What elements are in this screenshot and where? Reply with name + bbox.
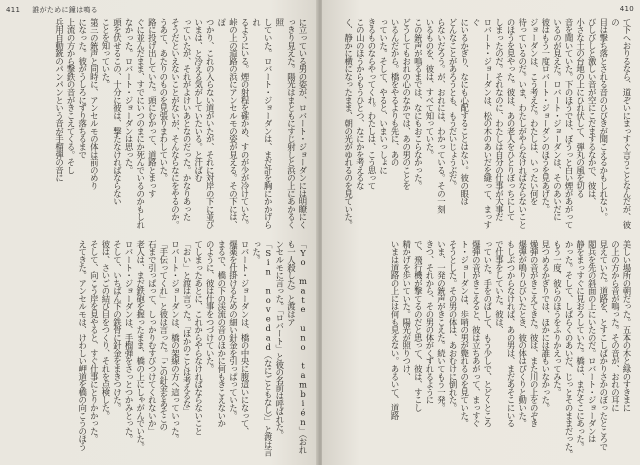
text-column: ことを知っていた。 xyxy=(100,18,111,89)
text-column: く、静かに横になったまま、朝の光がゆれるのを見ていた。 xyxy=(343,18,354,229)
text-column: びしびしと激しい音が空にこだまするなかで、彼は、 xyxy=(587,18,598,205)
text-column: 小さな土の台地の上にひれ伏して、弾丸の風を切る xyxy=(575,18,586,198)
text-column: 目は撃ち落とされる音のひびきが聞こえるかもしれない。 xyxy=(598,18,609,221)
text-column: 待っているのだ。いま、わたしがやらなければならないこと xyxy=(517,18,528,229)
text-column: きつ、それから、その男の体がくずれるように xyxy=(424,240,435,404)
text-column: になった。彼がうしろにずり落ちるまで xyxy=(77,18,88,159)
text-column: のように、彼は仕事をつづけていた。 xyxy=(205,240,216,373)
text-column: いまは道路の上には何も見えない。あるいて、道路 xyxy=(390,240,401,420)
text-column: のほうを見やった。彼は、あの老人をひとりぼっちにして xyxy=(506,18,517,221)
text-column: 「おい」と渡は言った。「ほかのことは考えるな」 xyxy=(182,240,193,415)
text-column: いるものを、彼は、すべて知っていた。 xyxy=(424,18,435,159)
text-column: うあて、あたりのものを見張りまわしていた。 xyxy=(158,18,169,182)
text-column: していた。ロバート・ジョーダンは、まだ計を胸にかかげられ xyxy=(251,18,274,229)
running-head: 誰がために鐘は鳴る xyxy=(32,6,98,14)
text-column: つかり、これの入らない道がいたが、それに対岸の下に並び xyxy=(205,18,216,229)
text-column: この山のほうからもうひとつ、なにかを考えるな xyxy=(355,18,366,190)
text-column: にいるかぎり、なにも心配することはない。彼の眼は xyxy=(459,18,470,205)
text-column: 静をまっすぐに見おろしていた。橋は、まだそこにあった。 xyxy=(575,240,586,451)
text-column: 「Sin novedad（なにごともなし）」と渡は言った。 xyxy=(251,240,274,457)
text-column: 頭を伏せるこの、十分に彼は、撃たなければならない xyxy=(112,18,123,205)
left-page-header xyxy=(6,5,98,15)
text-column: ロバート・ジョーダンは、松の木のあいだを縫って、まっすぐ xyxy=(471,18,493,229)
text-column: 老人は、まだ鉄砲を握ったまま、橋の上にしゃがんでいた。 xyxy=(135,240,146,451)
text-column: 第三の銃声と同時に、アンセルモの体は前のめり xyxy=(89,18,100,190)
text-column: 見つめるかぎりでは、ほかには誰もいなかった。 xyxy=(540,240,551,412)
text-column: まるで、橋の下の渓流の音のほかに何もきこえないか xyxy=(216,240,227,427)
right-page xyxy=(322,0,640,465)
text-column: どんなことがあろうとも、もうだいじょうぶだ。 xyxy=(448,18,459,190)
text-column: えてきた。アンセルモは、けわしい岬道を橋の向こうのほう xyxy=(77,240,88,451)
right-page-lower-text xyxy=(332,240,632,460)
text-column: 彼はもう一度ロバート・ジョーダンのほうを見あげた。 xyxy=(540,18,551,213)
text-column: きるものならやってくれ。わたしは、こう思って xyxy=(366,18,377,190)
text-column: っていたが、それがよけいあとなのだった。かなりあった xyxy=(182,18,193,221)
text-column: て下へおりるなら、道ぞいにまっすぐ言うことなんだが、彼の xyxy=(610,18,632,229)
text-column: なかった。ロバート・ジョーダンは思った。 xyxy=(124,18,135,174)
text-column: しまったのだ。それなのに、わたしは自分の仕事が大事だ xyxy=(494,18,505,221)
text-column: てしまったあとに、これからやらなければならないこと xyxy=(193,240,204,435)
text-column: 爆薬を仕掛けるための細い針金を引っぱっていた。 xyxy=(228,240,239,420)
text-column: いるんだから。橋をやるよりも先に、あの xyxy=(390,18,401,167)
text-column: この銃声が鳴るまでは、なにもおこらなかった。 xyxy=(413,18,424,190)
text-column: どうしてもおれの心のなかでは、あの男のことを xyxy=(401,18,412,190)
text-column: 路に投げ出していた。頭にむかって、道路とまっす xyxy=(147,18,158,198)
text-column: で、飛行機が撃てるのだと思って、彼は、すこし xyxy=(413,240,424,412)
text-column: そして、いちばん下の鉄骨に針金をまきつけた。 xyxy=(112,240,123,412)
left-page-number: 411 xyxy=(6,6,21,14)
text-column: ぐに並んだまま、すでにいつのまにか死んでいるのかもしれ xyxy=(135,18,146,229)
text-column: もしぶつからなければ、あの男は、まだあそこにいる xyxy=(506,240,517,427)
text-column: 兵用自動銃のパンパンという音が手榴弾の音に xyxy=(54,18,65,182)
text-column: そして、向こう岸を見やると、すぐ仕事にとりかかった。 xyxy=(89,240,100,443)
text-column: 「手伝ってくれ」と彼は言った。「この針金をあそこの xyxy=(158,240,169,431)
text-column: 石まで引っぱって、しっかりむすびつけてくれないか」 xyxy=(147,240,158,435)
text-column: 見えていた。道路を、とすこしばかりさかのぼったところで xyxy=(598,240,609,451)
text-column: いま、一発の銃声がきこえた。続いてもう一発。 xyxy=(436,240,447,412)
text-column: っていた。そして、やると、いまいっしょに xyxy=(378,18,389,174)
text-column: 「Yo mate uno también」（おれも一人殺した）と渡はア xyxy=(286,240,308,454)
text-column: で仕事をしていた。彼は、 xyxy=(494,240,505,334)
text-column: そうとした。その男の体は、あおむけに倒れた。 xyxy=(448,240,459,412)
text-column: 閲兵を先の斜面の上にいたのだ。ロバート・ジョーダンは xyxy=(587,240,598,443)
text-column: もう一度、彼らのほうをふりかえってみた。 xyxy=(552,240,563,396)
text-column: の上の方から音が鳴った。その音が、おれの耳に xyxy=(610,240,621,412)
text-column: 峠の上の道路の浜にアンセルモの姿が見える。その下には、ぽ xyxy=(216,18,239,229)
text-column: 上流の方から撃鉄の音がきこえてくる。そし xyxy=(66,18,77,174)
text-column: 爆弾が鳴りひびいたとき、彼の体はぴくりと動いた。 xyxy=(517,240,528,427)
right-page-header xyxy=(620,5,634,13)
text-column: かった。そして、しばらくのあいだ、じっとそのままだった。 xyxy=(564,240,575,459)
text-column: ロバート・ジョーダンは、橋の架線の方へ這っていった。 xyxy=(170,240,181,443)
text-column: るようにいる。煙の射程を確かめ、すのが少が冷けていた。 xyxy=(240,18,251,229)
text-column: 美しい場所の朝だった。五本の木と緑のすきまに xyxy=(622,240,632,412)
text-column: ンセルモに言った。「ロバート」と彼の名前は呼ばれた。 xyxy=(274,240,285,439)
text-column: 精かげを歩いていた。陽光が照りつけ、 xyxy=(401,240,412,381)
text-column: 彼は、さいごの結び目をつくり、それを点検した。 xyxy=(100,240,111,420)
text-column: いるのが見えた。ロバート・ジョーダンは、そのあいだに xyxy=(552,18,563,221)
text-column: ジョーダンは、こう考えた。わたしは、いったい何を xyxy=(529,18,540,205)
text-column: 燥弾の音がきこえてきた。彼は、また川の上をのぞき xyxy=(529,240,540,427)
text-column: そうだといえないことがないが、そんならなにをやるのか。 xyxy=(170,18,181,229)
left-page-lower-text xyxy=(8,240,308,460)
text-column: に立っている男の姿が、ロバート・ジョーダンには明瞭にく xyxy=(298,18,308,229)
text-column: ロバート・ジョーダンは、橋の中央に腹這いになって、 xyxy=(240,240,251,435)
text-column: っきり見えた。陽光はまともにすじ射しと浜の上にあかるく照 xyxy=(274,18,297,229)
text-column: ロバート・ジョーダンは、手榴弾をさっとつかみとった。 xyxy=(124,240,135,443)
left-page-upper-text xyxy=(8,18,308,233)
text-column: らないだろう。が、おれには、わかっている。その一刻 xyxy=(436,18,447,213)
right-page-upper-text xyxy=(332,18,632,233)
text-column: 爆弾の音がきこえると、彼は立ちあがって、まっすぐ xyxy=(471,240,482,427)
text-column: ト・ジョーダンは、歩哨の男が斃れるのを見ていた。 xyxy=(459,240,470,427)
text-column: っていた。手をのばして、もう少しで、とどくところ xyxy=(482,240,493,427)
text-column: 音を聞いていた。下のほうでは、ぼうっと白い煙があがって xyxy=(564,18,575,229)
right-page-number: 410 xyxy=(619,5,634,13)
left-page xyxy=(0,0,318,465)
text-column: いまは、と冷える気がしていたいる。と汗ばむ xyxy=(193,18,204,182)
